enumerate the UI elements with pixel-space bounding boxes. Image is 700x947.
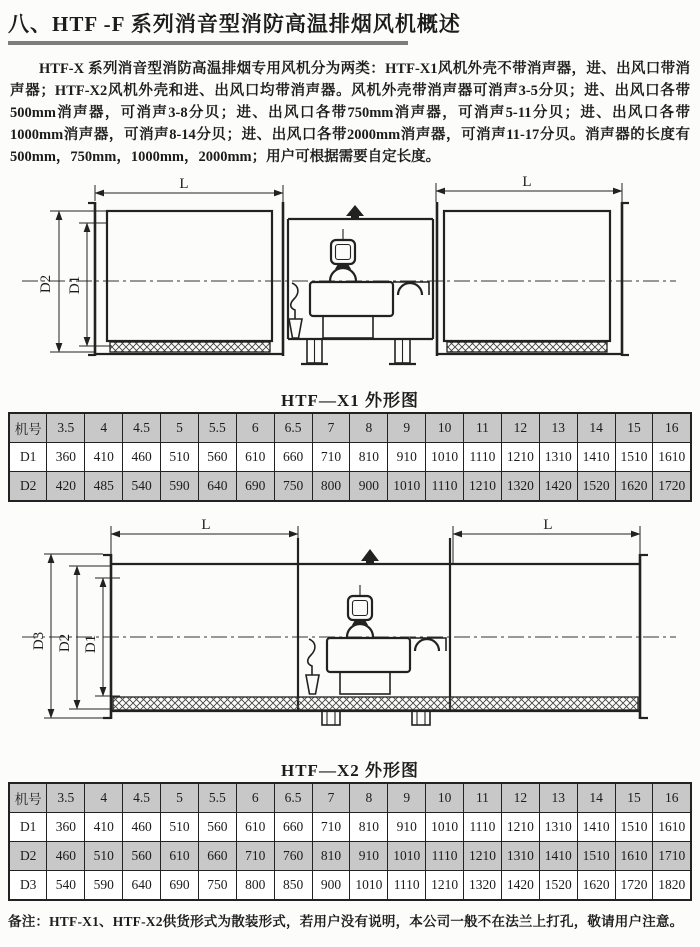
data-cell: 4 (85, 783, 123, 813)
data-cell: 660 (274, 443, 312, 472)
row-header-cell: D2 (9, 472, 47, 502)
table-row (9, 443, 691, 472)
top-vent-arrow (361, 549, 379, 564)
sound-absorbing-liner (113, 697, 638, 710)
htf-x1-dimension-table (8, 412, 692, 502)
data-cell: 540 (123, 472, 161, 502)
data-cell: 5 (161, 413, 199, 443)
title-underline-rule (8, 41, 408, 45)
data-cell: 1010 (388, 472, 426, 502)
data-cell: 1720 (653, 472, 691, 502)
data-cell: 560 (123, 842, 161, 871)
data-cell: 610 (161, 842, 199, 871)
data-cell: 360 (47, 443, 85, 472)
data-cell: 485 (85, 472, 123, 502)
data-cell: 760 (274, 842, 312, 871)
data-cell: 640 (198, 472, 236, 502)
data-cell: 1320 (464, 871, 502, 901)
data-cell: 7 (312, 413, 350, 443)
data-cell: 12 (501, 413, 539, 443)
dimension-d1 (67, 223, 112, 346)
data-cell: 410 (85, 443, 123, 472)
data-cell: 910 (388, 443, 426, 472)
data-cell: 1210 (426, 871, 464, 901)
data-cell: 1710 (653, 842, 691, 871)
data-cell: 1420 (539, 472, 577, 502)
data-cell: 690 (236, 472, 274, 502)
data-cell: 410 (85, 813, 123, 842)
dimension-l-left (111, 517, 298, 564)
silencer-right (437, 202, 629, 356)
data-cell: 460 (123, 813, 161, 842)
data-cell: 810 (350, 813, 388, 842)
data-cell: 1110 (426, 842, 464, 871)
data-cell: 690 (161, 871, 199, 901)
data-cell: 1510 (615, 813, 653, 842)
data-cell: 800 (236, 871, 274, 901)
data-cell: 1320 (501, 472, 539, 502)
data-cell: 710 (312, 813, 350, 842)
data-cell: 9 (388, 783, 426, 813)
data-cell: 1110 (426, 472, 464, 502)
data-cell: 1010 (426, 443, 464, 472)
data-cell: 10 (426, 413, 464, 443)
data-cell: 610 (236, 443, 274, 472)
data-cell: 5.5 (198, 783, 236, 813)
data-cell: 1410 (577, 813, 615, 842)
data-cell: 1010 (350, 871, 388, 901)
data-cell: 1410 (539, 842, 577, 871)
figure-caption-x2: HTF—X2 外形图 (281, 761, 419, 780)
data-cell: 5.5 (198, 413, 236, 443)
data-cell: 16 (653, 783, 691, 813)
data-cell: 1820 (653, 871, 691, 901)
table-row (9, 783, 691, 813)
data-cell: 660 (198, 842, 236, 871)
data-cell: 750 (274, 472, 312, 502)
row-header-cell: 机号 (9, 413, 47, 443)
data-cell: 1720 (615, 871, 653, 901)
data-cell: 12 (501, 783, 539, 813)
data-cell: 1520 (577, 472, 615, 502)
data-cell: 560 (198, 813, 236, 842)
sound-absorbing-liner (447, 342, 607, 352)
data-cell: 1210 (501, 813, 539, 842)
data-cell: 1510 (615, 443, 653, 472)
data-cell: 5 (161, 783, 199, 813)
data-cell: 4.5 (123, 413, 161, 443)
sound-absorbing-liner (110, 342, 270, 352)
data-cell: 4 (85, 413, 123, 443)
table-row (9, 472, 691, 502)
dim-label-d1: D1 (83, 634, 99, 654)
data-cell: 6 (236, 783, 274, 813)
data-cell: 10 (426, 783, 464, 813)
dim-label-d3: D3 (31, 631, 47, 651)
data-cell: 14 (577, 413, 615, 443)
data-cell: 4.5 (123, 783, 161, 813)
row-header-cell: 机号 (9, 783, 47, 813)
data-cell: 11 (464, 413, 502, 443)
data-cell: 540 (47, 871, 85, 901)
data-cell: 900 (350, 472, 388, 502)
data-cell: 1210 (464, 842, 502, 871)
data-cell: 16 (653, 413, 691, 443)
data-cell: 1610 (653, 443, 691, 472)
data-cell: 1010 (426, 813, 464, 842)
silencer-left (88, 202, 283, 356)
data-cell: 810 (312, 842, 350, 871)
data-cell: 8 (350, 783, 388, 813)
data-cell: 9 (388, 413, 426, 443)
figure-caption-x1: HTF—X1 外形图 (281, 391, 419, 410)
data-cell: 6.5 (274, 783, 312, 813)
dimension-l-left (95, 176, 283, 202)
fan-casing-with-silencers (103, 538, 648, 725)
data-cell: 8 (350, 413, 388, 443)
intro-paragraph: HTF-X 系列消音型消防高温排烟专用风机分为两类：HTF-X1风机外壳不带消声器，进、出风口带消声器；HTF-X2风机外壳和进、出风口均带消声器。风机外壳带消声器可消声3-5分贝；进、出风口各带500mm消声器，可消声3-8分贝；进、出风口各带750mm消声器，可消声5-11分贝；进、出风口各带1000mm消声器，可消声8-14分贝；进、出风口各带2000mm消声器，可消声11-17分贝。消声器的长度有500mm，750mm，1000mm，2000mm；用户可根据需要自定长度。 (10, 61, 690, 165)
data-cell: 1210 (501, 443, 539, 472)
data-cell: 1510 (577, 842, 615, 871)
data-cell: 460 (123, 443, 161, 472)
data-cell: 510 (161, 813, 199, 842)
dim-label-d2: D2 (38, 274, 54, 294)
data-cell: 1620 (615, 472, 653, 502)
data-cell: 510 (161, 443, 199, 472)
data-cell: 7 (312, 783, 350, 813)
data-cell: 590 (161, 472, 199, 502)
data-cell: 3.5 (47, 413, 85, 443)
data-cell: 1110 (464, 443, 502, 472)
support-leg-right (412, 711, 430, 725)
dimension-l-right (453, 517, 640, 564)
data-cell: 15 (615, 783, 653, 813)
data-cell: 910 (388, 813, 426, 842)
htf-x2-dimension-table (8, 782, 692, 901)
table-row (9, 413, 691, 443)
data-cell: 810 (350, 443, 388, 472)
dim-label-l: L (201, 517, 211, 533)
data-cell: 15 (615, 413, 653, 443)
data-cell: 14 (577, 783, 615, 813)
data-cell: 640 (123, 871, 161, 901)
dim-label-d2: D2 (57, 633, 73, 653)
dim-label-l: L (179, 176, 189, 192)
data-cell: 460 (47, 842, 85, 871)
data-cell: 13 (539, 783, 577, 813)
data-cell: 900 (312, 871, 350, 901)
data-cell: 1010 (388, 842, 426, 871)
data-cell: 710 (312, 443, 350, 472)
table-row (9, 842, 691, 871)
row-header-cell: D2 (9, 842, 47, 871)
data-cell: 11 (464, 783, 502, 813)
data-cell: 610 (236, 813, 274, 842)
data-cell: 1620 (577, 871, 615, 901)
data-cell: 1410 (577, 443, 615, 472)
data-cell: 850 (274, 871, 312, 901)
remark-note: 备注：HTF-X1、HTF-X2供货形式为散装形式，若用户没有说明，本公司一般不在法兰上打孔，敬请用户注意。 (8, 914, 684, 929)
data-cell: 1110 (464, 813, 502, 842)
data-cell: 560 (198, 443, 236, 472)
table-row (9, 871, 691, 901)
data-cell: 6.5 (274, 413, 312, 443)
page-title: 八、HTF -F 系列消音型消防高温排烟风机概述 (8, 12, 461, 36)
data-cell: 1310 (501, 842, 539, 871)
support-leg-right (389, 339, 416, 364)
data-cell: 1520 (539, 871, 577, 901)
data-cell: 1310 (539, 813, 577, 842)
data-cell: 1420 (501, 871, 539, 901)
outline-drawing-htf-x2 (0, 514, 700, 754)
data-cell: 1610 (615, 842, 653, 871)
data-cell: 3.5 (47, 783, 85, 813)
support-leg-left (301, 339, 328, 364)
data-cell: 13 (539, 413, 577, 443)
data-cell: 750 (198, 871, 236, 901)
dim-label-l: L (543, 517, 553, 533)
row-header-cell: D1 (9, 813, 47, 842)
data-cell: 1610 (653, 813, 691, 842)
row-header-cell: D1 (9, 443, 47, 472)
top-vent-arrow (346, 205, 364, 219)
data-cell: 590 (85, 871, 123, 901)
data-cell: 800 (312, 472, 350, 502)
dim-label-l: L (522, 174, 532, 190)
data-cell: 910 (350, 842, 388, 871)
data-cell: 1210 (464, 472, 502, 502)
dim-label-d1: D1 (67, 275, 83, 295)
data-cell: 710 (236, 842, 274, 871)
dimension-l-right (436, 174, 622, 202)
data-cell: 420 (47, 472, 85, 502)
table-row (9, 813, 691, 842)
data-cell: 510 (85, 842, 123, 871)
data-cell: 660 (274, 813, 312, 842)
data-cell: 1110 (388, 871, 426, 901)
row-header-cell: D3 (9, 871, 47, 901)
data-cell: 6 (236, 413, 274, 443)
outline-drawing-htf-x1 (0, 172, 700, 384)
data-cell: 360 (47, 813, 85, 842)
support-leg-left (322, 711, 340, 725)
fan-housing-center (283, 202, 437, 364)
page-header (0, 0, 700, 45)
data-cell: 1310 (539, 443, 577, 472)
